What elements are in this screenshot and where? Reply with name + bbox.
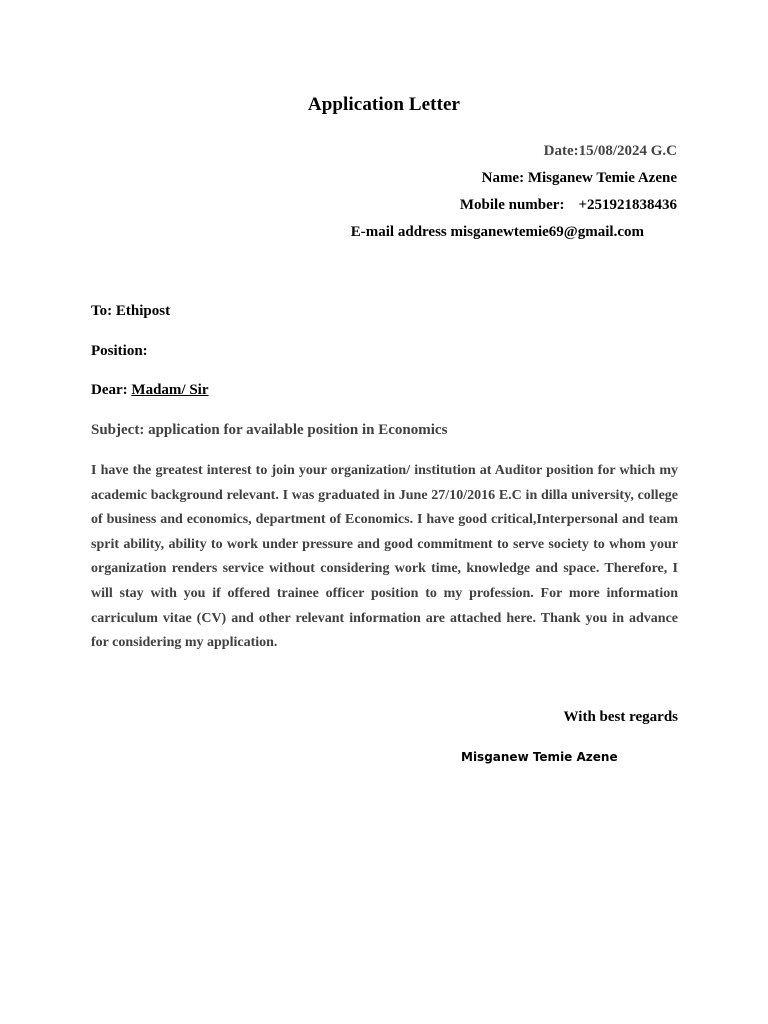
letter-title: Application Letter xyxy=(307,94,461,115)
signature-name: Misganew Temie Azene xyxy=(461,750,618,764)
mobile-line xyxy=(460,196,677,214)
position-line: Position: xyxy=(91,343,148,359)
date-line: Date:15/08/2024 G.C xyxy=(543,143,677,159)
email-line: E-mail address misganewtemie69@gmail.com xyxy=(350,224,644,240)
closing-line: With best regards xyxy=(563,709,678,725)
subject-line: Subject: application for available position in Economics xyxy=(91,422,448,438)
salutation-text: Madam/ Sir xyxy=(131,382,209,398)
letter-body: I have the greatest interest to join your organization/ institution at Auditor position for which my academic background relevant. I was graduated in June 27/10/2016 E.C in dilla university, college of business and economics, department of Economics. I have good critical,Interpersonal and team sprit ability, ability to work under pressure and good commitment to serve society to whom your organization renders service without considering work time, knowledge and space. Therefore, I will stay with you if offered trainee officer position to my profession. For more information carriculum vitae (CV) and other relevant information are attached here. Thank you in advance for considering my application. xyxy=(91,463,678,651)
salutation-line xyxy=(91,381,209,399)
sender-name-line: Name: Misganew Temie Azene xyxy=(481,170,677,186)
mobile-label: Mobile number: xyxy=(459,197,565,213)
dear-label: Dear: xyxy=(91,382,128,398)
recipient-line: To: Ethipost xyxy=(91,303,171,319)
mobile-value: +251921838436 xyxy=(578,197,677,213)
